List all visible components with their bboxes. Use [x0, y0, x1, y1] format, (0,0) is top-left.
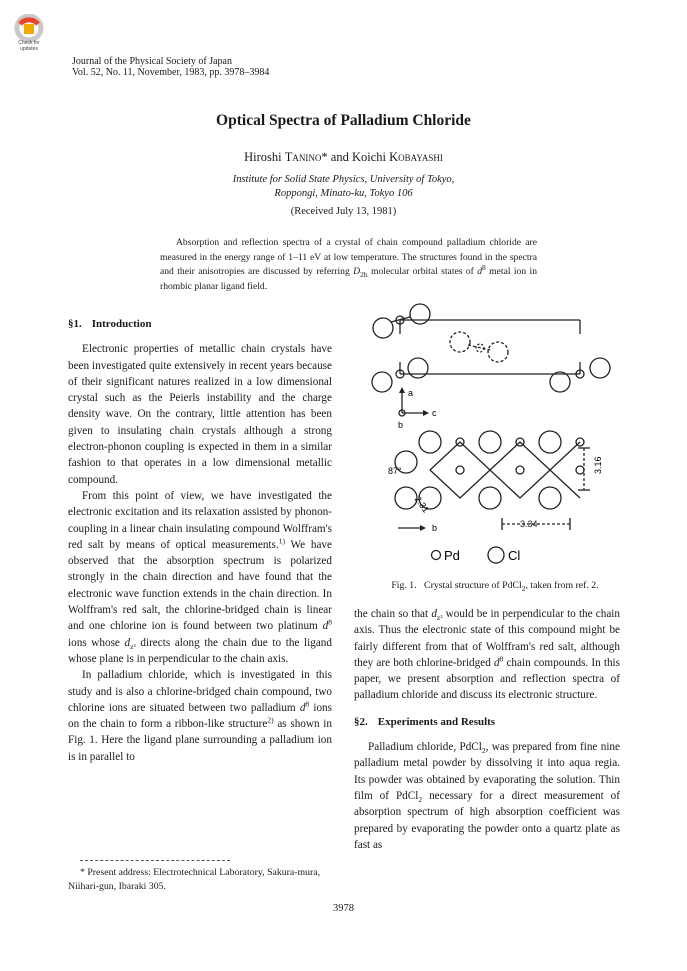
- footnote-rule: [80, 860, 230, 861]
- journal-name: Journal of the Physical Society of Japan: [72, 56, 232, 67]
- crystal-structure-figure: [360, 290, 630, 580]
- affiliation-line-2: Roppongi, Minato-ku, Tokyo 106: [274, 188, 413, 199]
- author-2-given: Koichi: [351, 150, 390, 164]
- cl-atom: [408, 358, 428, 378]
- text: as shown in Fig. 1. Here the ligand plane surrounding a palladium ion is in parallel to: [68, 718, 332, 763]
- text: Palladium chloride, PdCl: [368, 741, 482, 754]
- cl-atom: [539, 431, 561, 453]
- vertical-distance-label: 3.16: [593, 456, 603, 474]
- author-conjunction: and: [327, 150, 352, 164]
- paragraph: [354, 606, 620, 704]
- text: necessary for a direct measurement of absorption spectrum of high absorption coefficient was prepared by evaporating the powder onto a quartz plate as fast as: [354, 789, 620, 851]
- caption-suffix: , taken from ref. 2.: [525, 580, 599, 591]
- cl-atom: [410, 304, 430, 324]
- legend-cl-icon: [488, 547, 504, 563]
- superscript: 8: [328, 617, 332, 627]
- section-number: §1.: [68, 318, 82, 330]
- text: , was prepared from fine nine palladium metal powder by dissolving it into aqua regia. Its powder was obtained by evaporating the solution. Thin film of PdCl: [354, 741, 620, 802]
- symbol: d: [124, 636, 131, 649]
- paragraph: [68, 488, 332, 667]
- legend-pd-icon: [432, 551, 441, 560]
- text: the chain so that: [354, 608, 432, 620]
- bond-length-label: 2.31: [412, 494, 432, 515]
- section-title: Experiments and Results: [377, 715, 496, 728]
- subscript: 2: [418, 795, 423, 805]
- text: From this point of view, we have investigated the electronic excitation and its relaxation assisted by phonon-coupling in a linear chain insulating compound Wolffram's red salt by means of optical measurements.: [68, 489, 332, 551]
- figure-caption: [360, 580, 630, 591]
- text: directs along the chain due to the ligand whose plane is in perpendicular to the chain axis.: [68, 636, 332, 665]
- cl-atom: [395, 487, 417, 509]
- text: We have observed that the absorption spectrum is polarized strongly in the chain direction and have found that the electronic wave function extends in the chain direction. In Wolffram's red salt, the chlorine-bridged chain is linear and one chlorine ion is found between two platinum: [68, 538, 332, 633]
- symmetry-subscript: 2h: [360, 269, 368, 279]
- symbol: d: [322, 620, 329, 633]
- footnote: * Present address: Electrotechnical Laboratory, Sakura-mura, Niihari-gun, Ibaraki 305.: [68, 867, 321, 892]
- superscript: 8: [499, 654, 504, 664]
- section-number: §2.: [354, 715, 368, 728]
- cl-atom: [419, 431, 441, 453]
- cl-atom: [479, 487, 501, 509]
- received-date: (Received July 13, 1981): [290, 206, 397, 217]
- superscript: 8: [305, 699, 310, 709]
- paragraph: Electronic properties of metallic chain crystals have been investigated quite extensively in recent years because of their significant natures realized in a low dimensional crystal such as the Peierls instability and the charge density wave. On the contrary, little attention has been given to insulating chain crystals although a strong electron-phonon coupling is expected in them in a similar fashion to that operates in a low dimensional metallic compound.: [68, 343, 332, 486]
- author-list: [0, 150, 687, 165]
- cl-atom: [372, 372, 392, 392]
- axis-label-b-bottom: b: [432, 523, 438, 533]
- symbol: d: [431, 608, 437, 620]
- abstract: [160, 236, 537, 294]
- page-number: 3978: [333, 903, 354, 914]
- reference-mark[interactable]: 2): [267, 715, 274, 725]
- caption-label: Fig. 1.: [391, 580, 417, 591]
- text: would be in perpendicular to the chain axis. Thus the electronic state of this compound might be fairly different from that of Wolffram's red salt, although they are both chlorine-bridged: [354, 608, 621, 669]
- affiliation-line-1: Institute for Solid State Physics, University of Tokyo,: [232, 174, 455, 185]
- paragraph: [354, 739, 620, 853]
- check-for-updates-label[interactable]: [10, 40, 48, 52]
- right-column: [354, 606, 620, 853]
- abstract-text-1: Absorption and reflection spectra of a crystal of chain compound palladium chloride are measured in the energy range of 1–11 eV at low temperature. The structures found in the spectra and their anisotropies are discussed by referring: [160, 237, 537, 277]
- symbol: d: [493, 656, 500, 669]
- text: ions on the chain to form a ribbon-like structure: [68, 701, 332, 731]
- reference-mark[interactable]: 1): [278, 536, 285, 546]
- section-1-heading: [68, 316, 332, 332]
- author-1-family: Tanino: [284, 150, 322, 164]
- pd-atom: [516, 466, 524, 474]
- section-title: Introduction: [91, 318, 152, 330]
- author-1-footnote-mark: *: [321, 150, 328, 164]
- text: ions whose: [68, 636, 125, 649]
- cl-atom: [550, 372, 570, 392]
- badge-line-2: updates: [20, 46, 38, 52]
- subscript: 2: [481, 746, 486, 756]
- text: In palladium chloride, which is investigated in this study and is also a chlorine-bridged chain compound, two chlorine ions are situated between two palladium: [68, 669, 332, 714]
- author-2-family: Kobayashi: [389, 150, 443, 164]
- section-2-heading: [354, 714, 620, 730]
- cl-atom: [450, 332, 470, 352]
- bond-angle-label: 87°: [388, 466, 402, 476]
- paragraph: [68, 667, 332, 765]
- orbital-symbol: d: [477, 266, 483, 277]
- orbital-superscript: 8: [482, 262, 486, 272]
- subscript: z²: [436, 613, 443, 623]
- pd-atom: [456, 466, 464, 474]
- cl-atom: [488, 342, 508, 362]
- symmetry-symbol: D: [353, 266, 361, 277]
- abstract-text-2: molecular orbital states of: [367, 266, 478, 277]
- left-column: [68, 316, 332, 765]
- axis-label-c: c: [432, 408, 437, 418]
- cl-atom: [539, 487, 561, 509]
- journal-citation: [72, 56, 269, 78]
- pd-atom: [576, 466, 584, 474]
- journal-volume: Vol. 52, No. 11, November, 1983, pp. 3978–3984: [72, 67, 270, 78]
- author-1-given: Hiroshi: [244, 150, 285, 164]
- subscript: z²: [130, 641, 136, 651]
- symbol: d: [299, 701, 306, 714]
- cl-atom: [373, 318, 393, 338]
- cl-atom: [479, 431, 501, 453]
- horizontal-distance-label: 3.34: [520, 519, 538, 529]
- caption-subscript: 2: [521, 583, 526, 593]
- axis-label-b-top: b: [398, 420, 404, 430]
- legend-pd-label: Pd: [444, 548, 460, 563]
- text: chain compounds. In this paper, we present absorption and reflection spectra of palladium chloride and discuss its electronic structure.: [354, 656, 620, 702]
- caption-text: Crystal structure of PdCl: [424, 580, 522, 591]
- abstract-text-3: metal ion in rhombic planar ligand field.: [160, 266, 537, 292]
- paper-title: Optical Spectra of Palladium Chloride: [216, 112, 471, 129]
- badge-line-1: Check for: [18, 40, 40, 46]
- legend-cl-label: Cl: [508, 548, 521, 563]
- axis-label-a: a: [408, 388, 414, 398]
- cl-atom: [590, 358, 610, 378]
- affiliation: [0, 173, 687, 201]
